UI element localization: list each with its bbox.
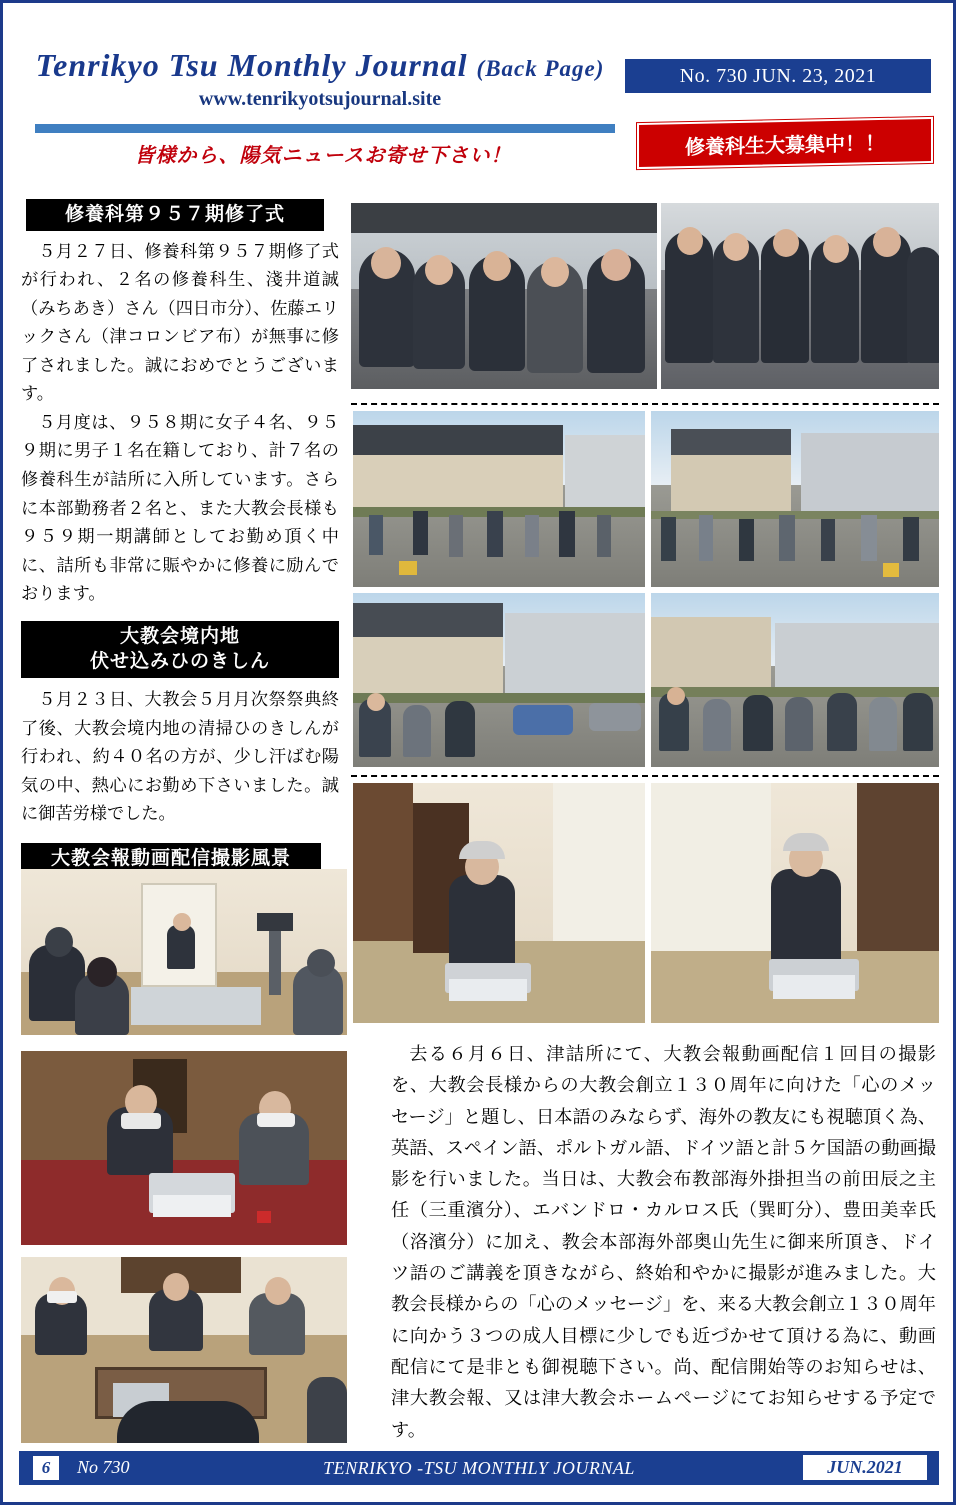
article-body-graduation — [21, 238, 339, 609]
article-paragraph: ５月度は、９５８期に女子４名、９５９期に男子１名在籍しており、計７名の修養科生が詰所に入所しています。さらに本部勤務者２名と、また大教会長様も９５９期一期講師としてお勤め頂く中に、詰所も非常に賑やかに修養に励んでおります。 — [21, 412, 339, 605]
photo-hinokishin-2 — [651, 411, 939, 587]
article-body-video — [391, 1039, 936, 1446]
page-footer — [19, 1451, 939, 1485]
article-paragraph: 去る６月６日、津詰所にて、大教会報動画配信１回目の撮影を、大教会長様からの大教会創立１３０周年に向けた「心のメッセージ」と題し、日本語のみならず、海外の教友にも視聴頂く為、英語、スペイン語、ポルトガル語、ドイツ語と計５ケ国語の動画撮影を行いました。当日は、大教会布教部海外掛担当の前田辰之主任（三重濱分）、エバンドロ・カルロス氏（巽町分）、豊田美幸氏（洛濱分）に加え、教会本部海外部奥山先生に御来所頂き、ドイツ語のご講義を頂きながら、終始和やかに撮影が進みました。大教会長様からの「心のメッセージ」を、来る大教会創立１３０周年に向かう３つの成人目標に少しでも近づかせて頂ける為に、動画配信にて是非とも御視聴下さい。尚、配信開始等のお知らせは、津大教会報、又は津大教会ホームページにてお知らせする予定です。 — [391, 1044, 936, 1441]
photo-video-crew-1 — [21, 869, 347, 1035]
photo-video-crew-3 — [21, 1257, 347, 1443]
photo-video-recording-room-2 — [651, 783, 939, 1023]
masthead — [25, 47, 615, 111]
photo-hinokishin-3 — [353, 593, 645, 767]
footer-issue-number: No 730 — [77, 1457, 130, 1477]
photo-graduation-group-left — [351, 203, 657, 389]
footer-date-badge: JUN.2021 — [803, 1455, 927, 1480]
header-divider-rule — [35, 124, 615, 133]
section-heading-hinokishin — [21, 621, 339, 678]
footer-title: TENRIKYO -TSU MONTHLY JOURNAL — [323, 1458, 635, 1478]
header-tagline: 皆様から、陽気ニュースお寄せ下さい！ — [134, 143, 512, 167]
article-body-hinokishin — [21, 686, 339, 829]
photo-video-recording-room-1 — [353, 783, 645, 1023]
photo-video-crew-2 — [21, 1051, 347, 1245]
section-heading-video: 大教会報動画配信撮影風景 — [21, 843, 321, 875]
masthead-website-url[interactable]: www.tenrikyotsujournal.site — [198, 88, 442, 110]
section-heading-hinokishin-line1: 大教会境内地 — [119, 624, 240, 647]
section-heading-hinokishin-line2: 伏せ込みひのきしん — [89, 650, 270, 673]
photo-graduation-group-right — [661, 203, 939, 389]
photo-separator-1 — [351, 403, 939, 405]
masthead-title-suffix: (Back Page) — [476, 56, 605, 81]
photo-hinokishin-1 — [353, 411, 645, 587]
photo-hinokishin-4 — [651, 593, 939, 767]
masthead-title — [25, 47, 615, 84]
issue-number-badge: No. 730 JUN. 23, 2021 — [625, 59, 931, 93]
article-paragraph: ５月２３日、大教会５月月次祭祭典終了後、大教会境内地の清掃ひのきしんが行われ、約４０名の方が、少し汗ばむ陽気の中、熱心にお勤め下さいました。誠に御苦労様でした。 — [21, 690, 339, 825]
article-paragraph: ５月２７日、修養科第９５７期修了式が行われ、２名の修養科生、淺井道誠（みちあき）さん（四日市分）、佐藤エリックさん（津コロンビア布）が無事に修了されました。誠におめでとうございます。 — [21, 241, 339, 405]
masthead-title-main: Tenrikyo Tsu Monthly Journal — [35, 47, 468, 83]
recruitment-banner: 修養科生大募集中！！ — [637, 117, 933, 169]
section-heading-graduation: 修養科第９５７期修了式 — [26, 199, 324, 231]
page-header — [3, 3, 953, 179]
photo-separator-2 — [351, 775, 939, 777]
footer-page-number: 6 — [33, 1456, 59, 1480]
left-column — [21, 199, 341, 874]
